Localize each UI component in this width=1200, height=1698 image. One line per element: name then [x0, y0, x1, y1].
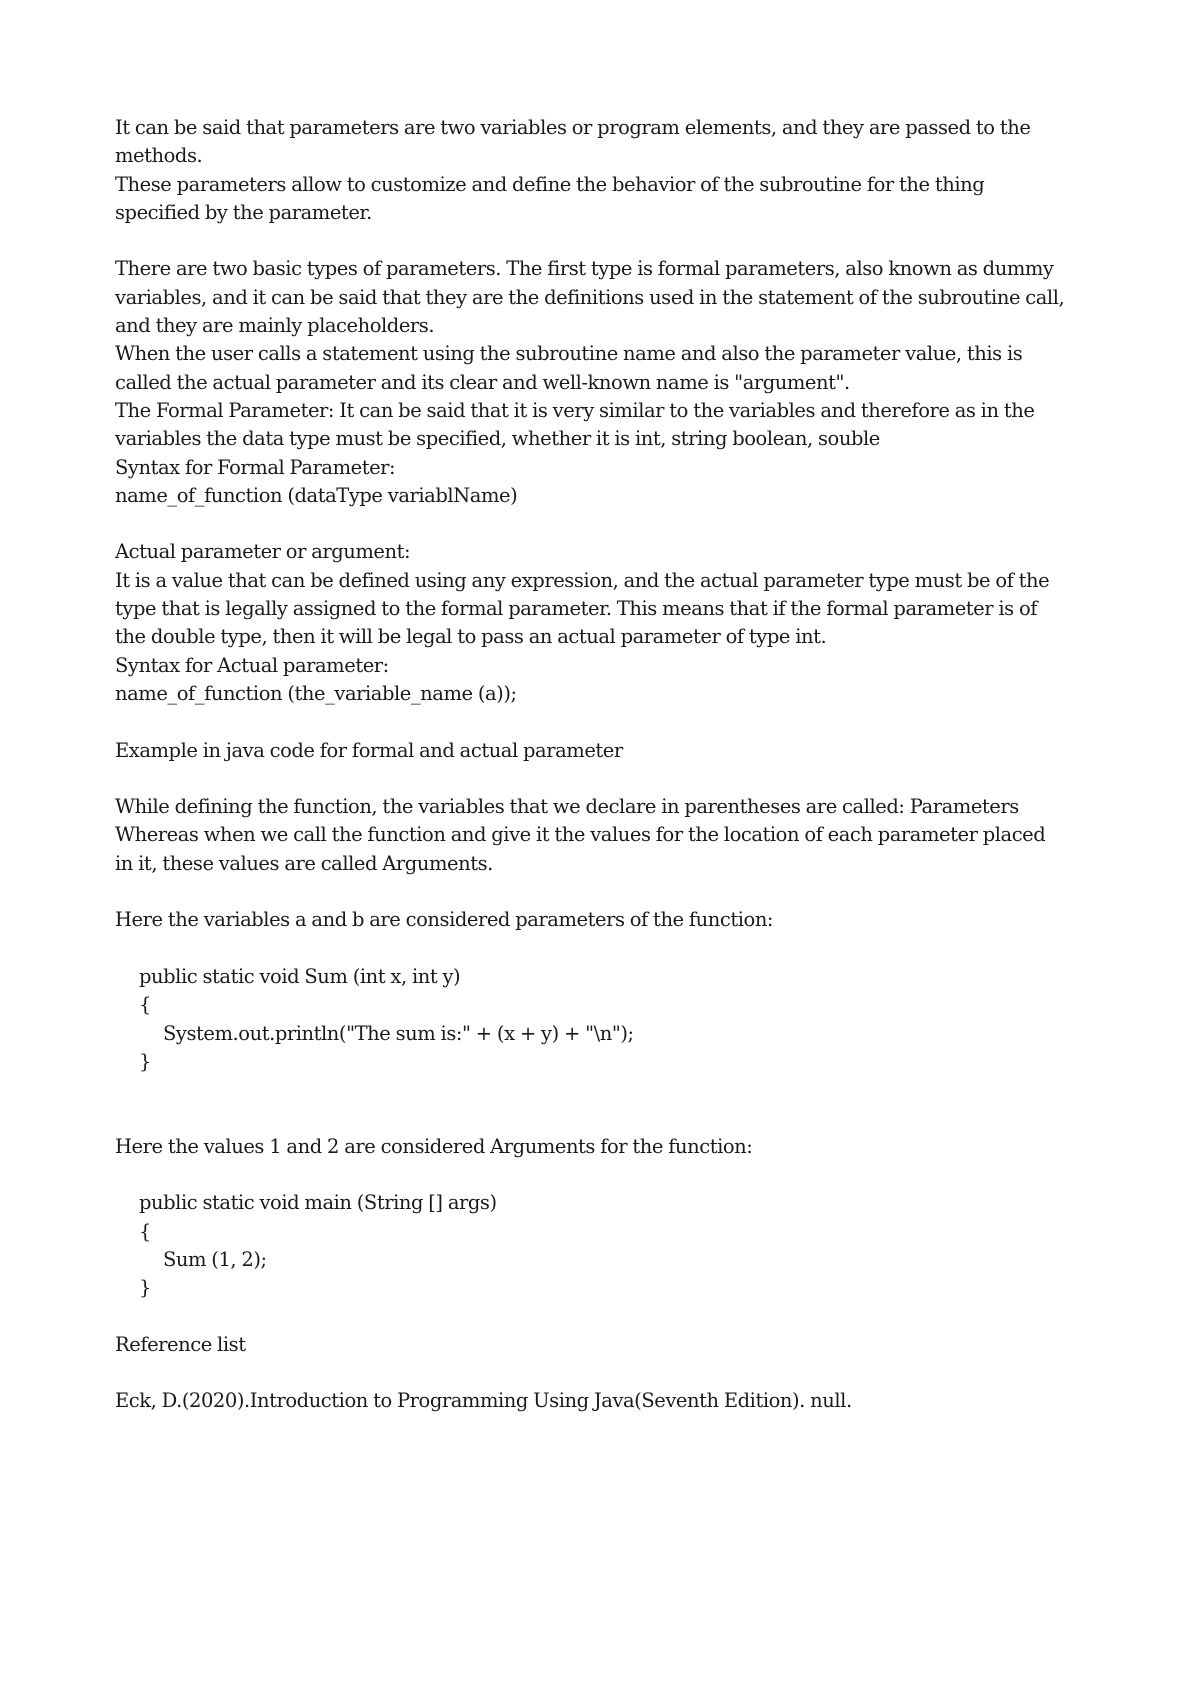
parameter-types-paragraph — [115, 255, 1105, 510]
code-line: public static void main (String [] args) — [139, 1191, 497, 1215]
spacer — [115, 1104, 1105, 1132]
text-line: called the actual parameter and its clear and well-known name is "argument". — [115, 370, 850, 394]
text-line: type that is legally assigned to the formal parameter. This means that if the formal parameter is of — [115, 597, 1038, 621]
text-line: There are two basic types of parameters. The first type is formal parameters, also known as dummy — [115, 257, 1054, 281]
text-line: Syntax for Actual parameter: — [115, 653, 389, 677]
actual-parameter-paragraph — [115, 538, 1105, 708]
spacer — [115, 935, 1105, 963]
text-line: When the user calls a statement using the subroutine name and also the parameter value, this is — [115, 342, 1023, 366]
text-line: name_of_function (dataType variablName) — [115, 483, 518, 507]
spacer — [115, 510, 1105, 538]
text-line: name_of_function (the_variable_name (a)); — [115, 681, 517, 705]
text-line: It can be said that parameters are two variables or program elements, and they are passed to the — [115, 116, 1031, 139]
reference-heading: Reference list — [115, 1332, 246, 1356]
text-line: the double type, then it will be legal to pass an actual parameter of type int. — [115, 625, 827, 649]
code-line: System.out.println("The sum is:" + (x + y) + "\n"); — [163, 1021, 634, 1045]
text-line: variables the data type must be specified, whether it is int, string boolean, souble — [115, 427, 880, 451]
intro-paragraph — [115, 114, 1105, 227]
spacer — [115, 1359, 1105, 1387]
text-line: While defining the function, the variables that we declare in parentheses are called: Parameters — [115, 795, 1019, 819]
text-line: and they are mainly placeholders. — [115, 314, 435, 338]
code-line: { — [139, 993, 151, 1017]
text-line: methods. — [115, 144, 203, 168]
code-line: } — [139, 1049, 151, 1073]
code-block-main — [115, 1189, 1105, 1302]
reference-entry: Eck, D.(2020).Introduction to Programming Using Java(Seventh Edition). null. — [115, 1389, 852, 1413]
text-line: These parameters allow to customize and define the behavior of the subroutine for the thing — [115, 172, 985, 196]
spacer — [115, 708, 1105, 736]
code-line: } — [139, 1276, 151, 1300]
spacer — [115, 1076, 1105, 1104]
spacer — [115, 765, 1105, 793]
spacer — [115, 227, 1105, 255]
code-line: { — [139, 1219, 151, 1243]
text-line: The Formal Parameter: It can be said that it is very similar to the variables and therefore as in the — [115, 398, 1035, 422]
code-line: public static void Sum (int x, int y) — [139, 964, 461, 988]
code-block-sum — [115, 963, 1105, 1076]
params-intro: Here the variables a and b are considered parameters of the function: — [115, 908, 774, 932]
text-line: in it, these values are called Arguments. — [115, 851, 493, 875]
spacer — [115, 1161, 1105, 1189]
text-line: Whereas when we call the function and give it the values for the location of each parameter placed — [115, 823, 1046, 847]
parameters-arguments-paragraph — [115, 793, 1105, 878]
example-heading: Example in java code for formal and actual parameter — [115, 738, 623, 762]
text-line: Syntax for Formal Parameter: — [115, 455, 396, 479]
code-line: Sum (1, 2); — [163, 1247, 267, 1271]
document-page — [115, 114, 1105, 1416]
text-line: Actual parameter or argument: — [115, 540, 411, 564]
spacer — [115, 878, 1105, 906]
text-line: It is a value that can be defined using any expression, and the actual parameter type must be of the — [115, 568, 1050, 592]
args-intro: Here the values 1 and 2 are considered Arguments for the function: — [115, 1134, 753, 1158]
spacer — [115, 1302, 1105, 1330]
text-line: variables, and it can be said that they are the definitions used in the statement of the subroutine call, — [115, 285, 1065, 309]
text-line: specified by the parameter. — [115, 200, 372, 224]
